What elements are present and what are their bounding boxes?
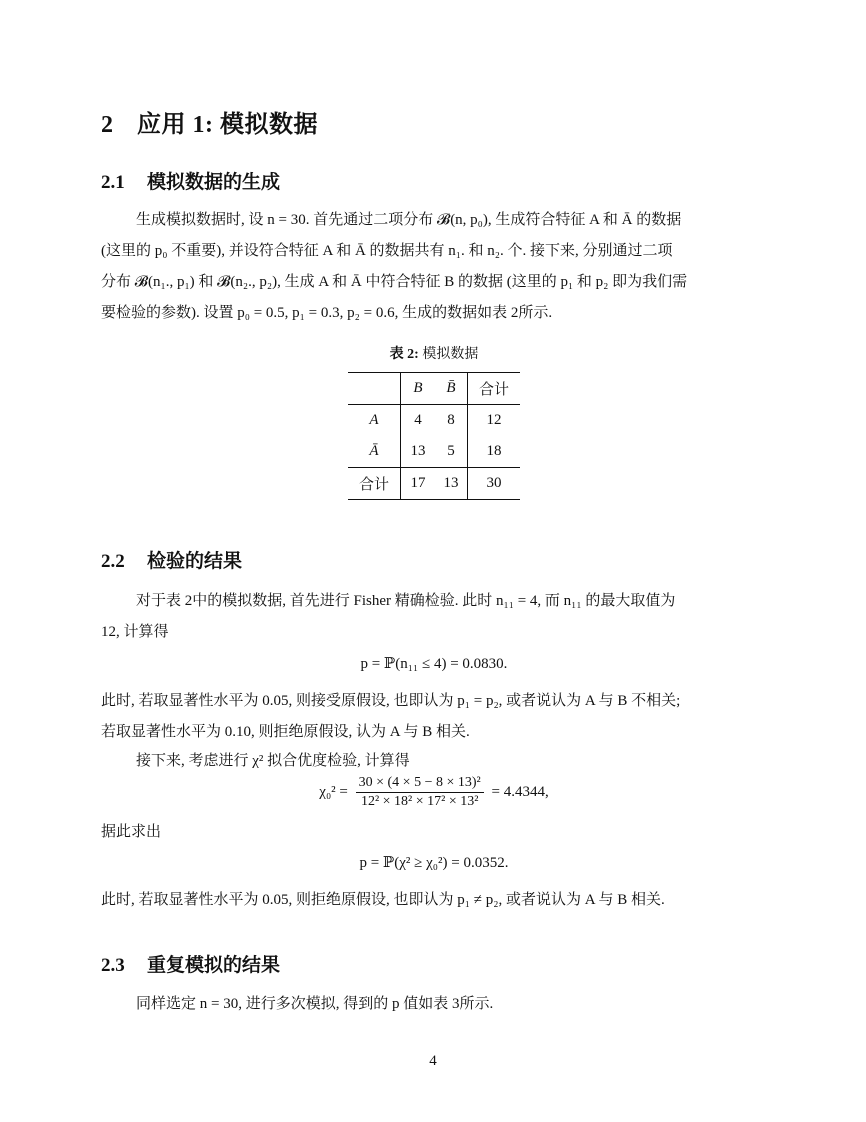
- table-caption: [101, 343, 767, 363]
- table-caption-text: 模拟数据: [418, 347, 479, 362]
- simulated-data-table: [348, 372, 520, 500]
- subsection-number: 2.3: [101, 955, 125, 976]
- text-line: (这里的 p₀ 不重要), 并设符合特征 A 和 Ā 的数据共有 n₁. 和 n₂. 个. 接下来, 分别通过二项: [101, 243, 673, 259]
- text-line: 同样选定 n = 30, 进行多次模拟, 得到的 p 值如表 3所示.: [136, 996, 494, 1012]
- table-total-row: [348, 468, 520, 500]
- text-line: 接下来, 考虑进行 χ² 拟合优度检验, 计算得: [136, 753, 410, 769]
- paragraph-derive: [101, 817, 767, 848]
- table-header-cell: B: [401, 373, 436, 405]
- table-cell: 12: [486, 412, 502, 428]
- subsection-title: 检验的结果: [147, 551, 243, 572]
- table-cell: [348, 373, 401, 405]
- equation-chi-square-p-value: p = ℙ(χ² ≥ χ₀²) = 0.0352.: [359, 855, 509, 871]
- subsection-heading-2-1: [101, 167, 280, 194]
- section-number: 2: [101, 112, 114, 138]
- table-row: [348, 436, 520, 468]
- table-cell: 18: [486, 443, 502, 459]
- text-line: 此时, 若取显著性水平为 0.05, 则接受原假设, 也即认为 p₁ = p₂, 或者说认为 A 与 B 不相关;: [101, 693, 681, 709]
- paragraph-fisher-test: [101, 586, 767, 648]
- subsection-heading-2-2: [101, 546, 242, 573]
- equation-fisher-p-value: p = ℙ(n₁₁ ≤ 4) = 0.0830.: [360, 656, 508, 672]
- text-line: 要检验的参数). 设置 p₀ = 0.5, p₁ = 0.3, p₂ = 0.6, 生成的数据如表 2所示.: [101, 305, 553, 321]
- fraction-denominator: 12² × 18² × 17² × 13²: [360, 794, 479, 809]
- text-line: 对于表 2中的模拟数据, 首先进行 Fisher 精确检验. 此时 n₁₁ = 4, 而 n₁₁ 的最大取值为: [136, 593, 676, 609]
- text-line: 若取显著性水平为 0.10, 则拒绝原假设, 认为 A 与 B 相关.: [101, 724, 470, 740]
- paragraph-data-generation: [101, 205, 767, 329]
- paragraph-fisher-conclusion: [101, 686, 767, 748]
- subsection-number: 2.2: [101, 551, 125, 572]
- table-cell: 5: [435, 436, 468, 468]
- subsection-title: 模拟数据的生成: [147, 172, 281, 193]
- text-line: 据此求出: [101, 824, 162, 840]
- subsection-title: 重复模拟的结果: [147, 955, 281, 976]
- table-cell: 30: [468, 468, 521, 500]
- table-row-label: Ā: [348, 436, 401, 468]
- paragraph-chi-square-conclusion: [101, 885, 767, 916]
- paragraph-repeated-simulation: [101, 989, 767, 1020]
- table-row: [348, 405, 520, 437]
- table-cell: 13: [410, 443, 426, 459]
- text-line: 此时, 若取显著性水平为 0.05, 则拒绝原假设, 也即认为 p₁ ≠ p₂, 或者说认为 A 与 B 相关.: [101, 892, 665, 908]
- text-line: 12, 计算得: [101, 624, 169, 640]
- table-row-label: 合计: [348, 468, 401, 500]
- table-cell: 4: [414, 412, 422, 428]
- equation-chi-square-statistic: [101, 774, 767, 811]
- table-caption-label: 表 2:: [389, 347, 419, 362]
- table-header-cell: 合计: [468, 373, 521, 405]
- section-heading: [101, 104, 318, 139]
- table-header-cell: B̄: [435, 373, 468, 405]
- table-cell: 8: [435, 405, 468, 437]
- table-header-row: [348, 373, 520, 405]
- paragraph-chi-square-intro: [101, 746, 767, 777]
- table-row-label: A: [348, 405, 401, 437]
- text-line: 生成模拟数据时, 设 n = 30. 首先通过二项分布 𝓑(n, p₀), 生成符合特征 A 和 Ā 的数据: [136, 212, 682, 228]
- equation-rhs: = 4.4344,: [491, 783, 549, 800]
- equation-fraction: [356, 774, 484, 811]
- table-cell: 13: [435, 468, 468, 500]
- fraction-numerator: 30 × (4 × 5 − 8 × 13)²: [356, 774, 484, 793]
- equation-lhs: χ₀² =: [319, 783, 348, 800]
- page-number: 4: [429, 1053, 437, 1069]
- text-line: 分布 𝓑(n₁., p₁) 和 𝓑(n₂., p₂), 生成 A 和 Ā 中符合特征 B 的数据 (这里的 p₁ 和 p₂ 即为我们需: [101, 274, 688, 290]
- table-cell: 17: [401, 468, 436, 500]
- section-title: 应用 1: 模拟数据: [137, 112, 318, 138]
- subsection-number: 2.1: [101, 172, 125, 193]
- subsection-heading-2-3: [101, 950, 280, 977]
